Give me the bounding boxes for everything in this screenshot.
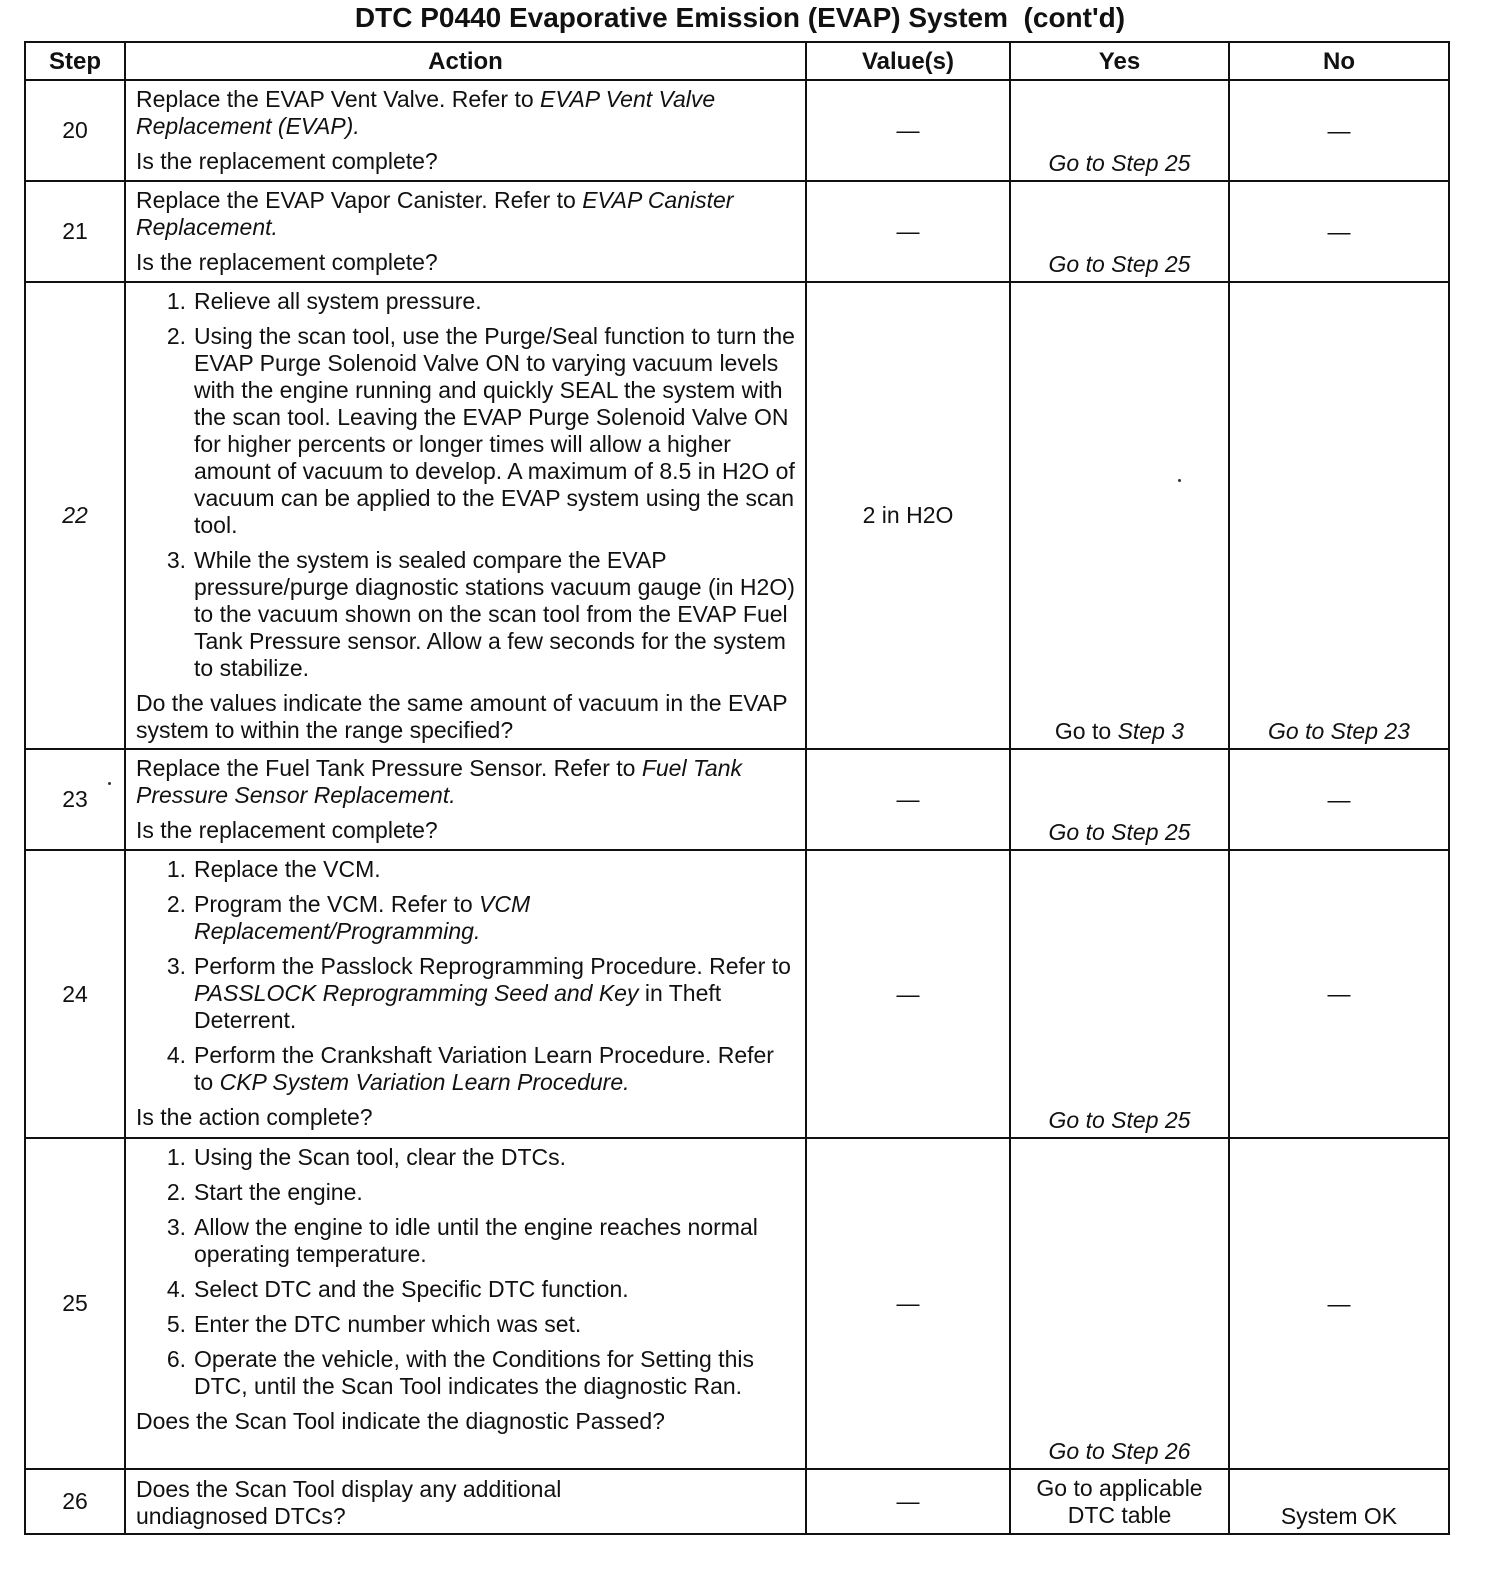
action-cell <box>125 850 806 1138</box>
stray-dot <box>1178 479 1181 482</box>
table-row-step-21 <box>25 181 1449 282</box>
header-yes: Yes <box>1010 42 1229 80</box>
page-title: DTC P0440 Evaporative Emission (EVAP) System (cont'd) <box>354 2 1126 33</box>
table-row-step-26 <box>25 1469 1449 1534</box>
no-cell <box>1229 80 1449 181</box>
action-question: Is the replacement complete? <box>136 817 438 843</box>
step-number: 21 <box>25 181 125 282</box>
yes-action: Go to Step 25 <box>1048 819 1191 845</box>
action-cell <box>125 181 806 282</box>
list-item: 5. Enter the DTC number which was set. <box>166 1311 582 1337</box>
yes-cell <box>1010 282 1229 749</box>
header-no: No <box>1229 42 1449 80</box>
action-steps <box>136 1144 797 1400</box>
list-item: 2. Using the scan tool, use the Purge/Seal function to turn the EVAP Purge Solenoid Valve ON to varying vacuum levels with the engine running and quickly SEAL the system with the scan tool. Leaving the EVAP Purge Solenoid Valve ON for higher percents or longer times will allow a higher amount of vacuum to develop. A maximum of 8.5 in H2O of vacuum can be applied to the EVAP system using the scan tool. <box>166 323 795 538</box>
yes-cell <box>1010 80 1229 181</box>
dtc-table <box>24 41 1450 1535</box>
table-row-step-22 <box>25 282 1449 749</box>
action-question: Does the Scan Tool display any additional undiagnosed DTCs? <box>136 1476 562 1529</box>
reference-link: Fuel Tank Pressure Sensor Replacement. <box>136 755 742 808</box>
step-number: 20 <box>25 80 125 181</box>
list-item: 6. Operate the vehicle, with the Conditions for Setting this DTC, until the Scan Tool indicates the diagnostic Ran. <box>166 1346 754 1399</box>
value-cell: — <box>806 1138 1010 1469</box>
list-item: 3. Allow the engine to idle until the engine reaches normal operating temperature. <box>166 1214 758 1267</box>
no-cell <box>1229 282 1449 749</box>
action-steps <box>136 856 797 1096</box>
step-number: 23 <box>25 749 125 850</box>
action-cell <box>125 1469 806 1534</box>
list-item: 2. Start the engine. <box>166 1179 363 1205</box>
step-number: 26 <box>25 1469 125 1534</box>
stray-dot <box>108 782 111 785</box>
value-cell: 2 in H2O <box>806 282 1010 749</box>
table-row-step-24 <box>25 850 1449 1138</box>
reference-link: VCM Replacement/Programming. <box>194 891 531 944</box>
action-steps <box>136 288 797 682</box>
value-cell: — <box>806 749 1010 850</box>
reference-link: PASSLOCK Reprogramming Seed and Key <box>194 980 639 1006</box>
value-cell: — <box>806 850 1010 1138</box>
action-question: Is the replacement complete? <box>136 249 438 275</box>
action-question: Is the replacement complete? <box>136 148 438 174</box>
yes-cell <box>1010 1138 1229 1469</box>
yes-action: Go to Step 26 <box>1048 1438 1191 1464</box>
header-row <box>25 42 1449 80</box>
yes-action: Go to Step 3 <box>1054 718 1185 744</box>
reference-link: CKP System Variation Learn Procedure. <box>219 1069 630 1095</box>
value-cell: — <box>806 1469 1010 1534</box>
no-action: — <box>1327 117 1351 143</box>
step-number: 25 <box>25 1138 125 1469</box>
no-action: — <box>1327 218 1351 244</box>
no-action: — <box>1327 980 1351 1007</box>
reference-link: EVAP Vent Valve Replacement (EVAP). <box>136 86 716 139</box>
header-values: Value(s) <box>806 42 1010 80</box>
no-cell <box>1229 850 1449 1138</box>
table-row-step-25 <box>25 1138 1449 1469</box>
yes-action: Go to Step 25 <box>1048 251 1191 277</box>
list-item: 1. Replace the VCM. <box>166 856 381 882</box>
action-text: Replace the EVAP Vapor Canister. Refer to EVAP Canister Replacement. <box>136 187 734 240</box>
yes-cell <box>1010 749 1229 850</box>
yes-action: Go to Step 25 <box>1048 150 1191 176</box>
yes-cell <box>1010 850 1229 1138</box>
list-item: 4. Perform the Crankshaft Variation Learn Procedure. Refer to CKP System Variation Learn Procedure. <box>166 1042 774 1095</box>
no-cell <box>1229 749 1449 850</box>
list-item: 4. Select DTC and the Specific DTC function. <box>166 1276 629 1302</box>
yes-action-line-2: DTC table <box>1067 1501 1172 1528</box>
table-row-step-23 <box>25 749 1449 850</box>
no-action: — <box>1327 786 1351 812</box>
action-cell <box>125 80 806 181</box>
list-item: 3. Perform the Passlock Reprogramming Procedure. Refer to PASSLOCK Reprogramming Seed and Key in Theft Deterrent. <box>166 953 791 1033</box>
table-row-step-20 <box>25 80 1449 181</box>
value-cell: — <box>806 181 1010 282</box>
action-question: Do the values indicate the same amount of vacuum in the EVAP system to within the range specified? <box>136 690 788 743</box>
action-question: Does the Scan Tool indicate the diagnostic Passed? <box>136 1408 665 1434</box>
list-item: 1. Relieve all system pressure. <box>166 288 482 314</box>
step-number: 24 <box>25 850 125 1138</box>
yes-cell <box>1010 181 1229 282</box>
no-action: System OK <box>1280 1503 1398 1529</box>
no-cell <box>1229 1469 1449 1534</box>
value-cell: — <box>806 80 1010 181</box>
no-cell <box>1229 181 1449 282</box>
yes-cell <box>1010 1469 1229 1534</box>
list-item: 1. Using the Scan tool, clear the DTCs. <box>166 1144 566 1170</box>
action-cell <box>125 282 806 749</box>
action-cell <box>125 749 806 850</box>
header-action: Action <box>125 42 806 80</box>
yes-action: Go to Step 25 <box>1048 1107 1191 1133</box>
step-number: 22 <box>25 282 125 749</box>
action-question: Is the action complete? <box>136 1104 373 1130</box>
action-text: Replace the EVAP Vent Valve. Refer to EVAP Vent Valve Replacement (EVAP). <box>136 86 716 139</box>
header-step: Step <box>25 42 125 80</box>
no-cell <box>1229 1138 1449 1469</box>
yes-action-line-1: Go to applicable <box>1036 1474 1203 1501</box>
action-text: Replace the Fuel Tank Pressure Sensor. Refer to Fuel Tank Pressure Sensor Replacement. <box>136 755 742 808</box>
list-item: 3. While the system is sealed compare the EVAP pressure/purge diagnostic stations vacuum gauge (in H2O) to the vacuum shown on the scan tool from the EVAP Fuel Tank Pressure sensor. Allow a few seconds for the system to stabilize. <box>166 547 795 681</box>
no-action: Go to Step 23 <box>1268 718 1410 744</box>
list-item: 2. Program the VCM. Refer to VCM Replacement/Programming. <box>166 891 531 944</box>
no-action: — <box>1327 1290 1351 1316</box>
reference-link: EVAP Canister Replacement. <box>136 187 734 240</box>
action-cell <box>125 1138 806 1469</box>
